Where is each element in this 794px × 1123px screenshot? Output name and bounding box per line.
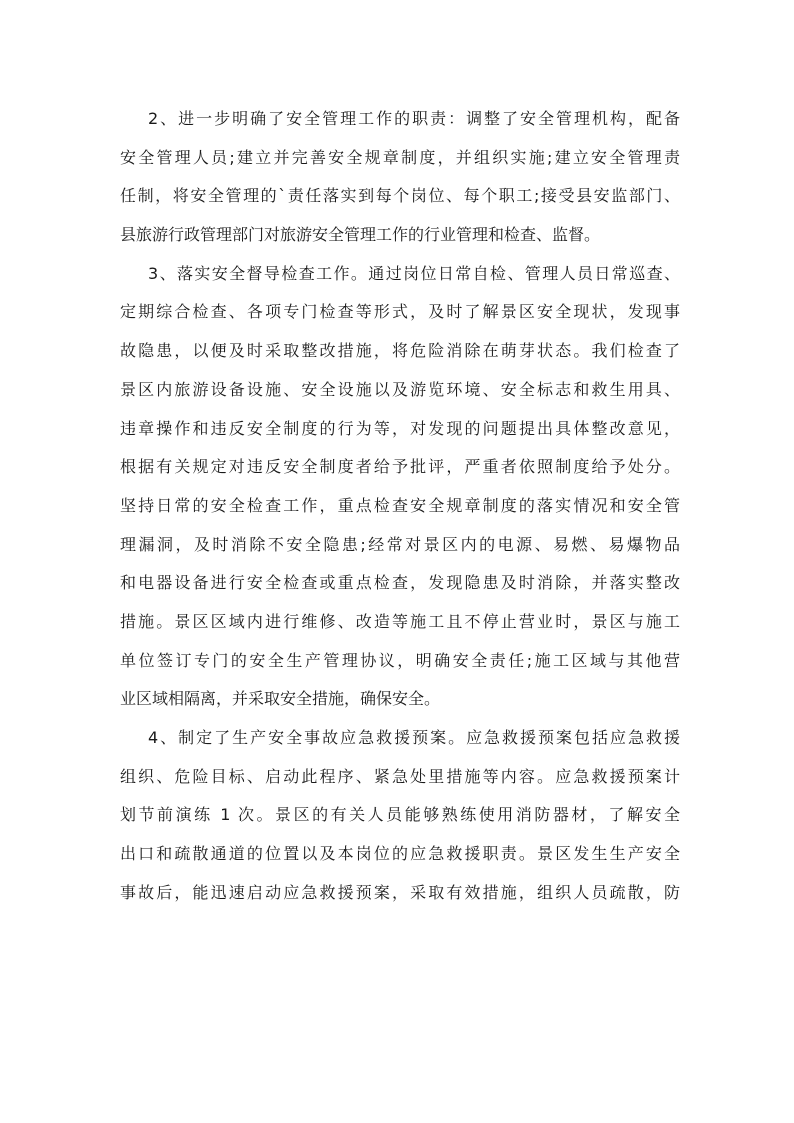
text-line: 事故后，能迅速启动应急救援预案，采取有效措施，组织人员疏散，防: [120, 882, 680, 902]
text-line: 根据有关规定对违反安全制度者给予批评，严重者依照制度给予处分。: [120, 457, 680, 477]
document-body: [120, 100, 680, 912]
paragraph-3: [120, 255, 680, 719]
text-line: 县旅游行政管理部门对旅游安全管理工作的行业管理和检查、监督。: [120, 225, 601, 245]
text-line: 3、落实安全督导检查工作。通过岗位日常自检、管理人员日常巡查、: [148, 263, 680, 283]
text-line: 故隐患，以便及时采取整改措施，将危险消除在萌芽状态。我们检查了: [120, 341, 680, 361]
paragraph-2: [120, 100, 680, 255]
paragraph-4: [120, 719, 680, 912]
text-line: 理漏洞，及时消除不安全隐患;经常对景区内的电源、易燃、易爆物品: [120, 534, 680, 554]
text-line: 划节前演练 1 次。景区的有关人员能够熟练使用消防器材，了解安全: [120, 805, 680, 825]
text-line: 出口和疏散通道的位置以及本岗位的应急救援职责。景区发生生产安全: [120, 844, 680, 864]
text-line: 业区域相隔离，并采取安全措施，确保安全。: [120, 689, 441, 709]
text-line: 景区内旅游设备设施、安全设施以及游览环境、安全标志和救生用具、: [120, 379, 680, 399]
text-line: 定期综合检查、各项专门检查等形式，及时了解景区安全现状，发现事: [120, 302, 680, 322]
text-line: 安全管理人员;建立并完善安全规章制度，并组织实施;建立安全管理责: [120, 147, 680, 167]
text-line: 违章操作和违反安全制度的行为等，对发现的问题提出具体整改意见，: [120, 418, 680, 438]
text-line: 和电器设备进行安全检查或重点检查，发现隐患及时消除，并落实整改: [120, 573, 680, 593]
text-line: 坚持日常的安全检查工作，重点检查安全规章制度的落实情况和安全管: [120, 495, 680, 515]
text-line: 4、制定了生产安全事故应急救援预案。应急救援预案包括应急救援: [148, 728, 680, 747]
text-line: 单位签订专门的安全生产管理协议，明确安全责任;施工区域与其他营: [120, 650, 680, 670]
text-line: 措施。景区区域内进行维修、改造等施工且不停止营业时，景区与施工: [120, 611, 680, 631]
text-line: 2、进一步明确了安全管理工作的职责：调整了安全管理机构，配备: [148, 109, 680, 128]
text-line: 组织、危险目标、启动此程序、紧急处里措施等内容。应急救援预案计: [120, 766, 680, 786]
text-line: 任制，将安全管理的`责任落实到每个岗位、每个职工;接受县安监部门、: [120, 186, 680, 206]
